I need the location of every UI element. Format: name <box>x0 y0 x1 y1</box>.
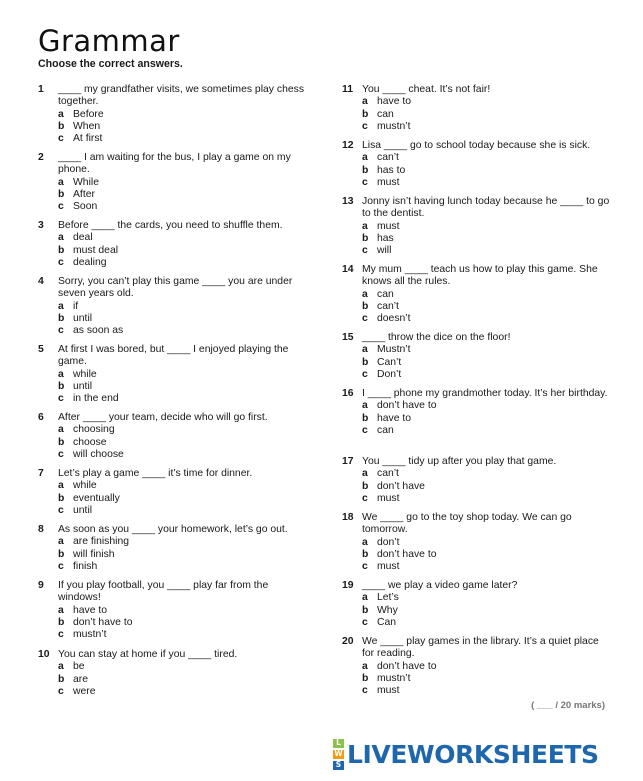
question-number: 17 <box>342 456 354 467</box>
option-text: until <box>73 380 93 392</box>
question <box>340 332 610 381</box>
option-text: mustn’t <box>73 629 107 641</box>
answer-options <box>58 661 306 698</box>
question-text: If you play football, you ____ play far from the windows! <box>58 580 269 604</box>
answer-option[interactable] <box>58 189 306 201</box>
question <box>36 84 306 145</box>
option-text: While <box>73 176 99 188</box>
answer-option[interactable] <box>362 344 610 356</box>
answer-options <box>58 301 306 338</box>
question <box>340 84 610 133</box>
question-text: ____ I am waiting for the bus, I play a game on my phone. <box>58 152 291 176</box>
option-text: can <box>377 108 394 120</box>
option-letter: a <box>58 108 64 120</box>
answer-options <box>362 152 610 189</box>
option-text: are finishing <box>73 536 130 548</box>
answer-option[interactable] <box>58 325 306 337</box>
question <box>36 580 306 641</box>
option-letter: c <box>362 176 368 188</box>
question-text: Jonny isn’t having lunch today because he ____ to go to the dentist. <box>362 196 610 220</box>
option-text: When <box>73 120 101 132</box>
question <box>340 264 610 325</box>
answer-option[interactable] <box>362 400 610 412</box>
option-text: Let’s <box>377 592 399 604</box>
option-text: will <box>377 245 392 257</box>
question-text: ____ we play a video game later? <box>362 580 518 591</box>
option-letter: c <box>362 424 368 436</box>
option-text: don’t <box>377 536 400 548</box>
answer-option[interactable] <box>362 245 610 257</box>
question-text: My mum ____ teach us how to play this game. She knows all the rules. <box>362 264 598 288</box>
answer-option[interactable] <box>362 685 610 697</box>
option-letter: c <box>58 629 64 641</box>
option-text: choosing <box>73 424 115 436</box>
option-letter: b <box>58 673 65 685</box>
answer-options <box>362 221 610 258</box>
option-letter: b <box>58 616 65 628</box>
answer-option[interactable] <box>362 233 610 245</box>
question <box>340 456 610 505</box>
option-text: eventually <box>73 492 120 504</box>
question <box>340 388 610 437</box>
answer-option[interactable] <box>362 369 610 381</box>
question <box>36 276 306 337</box>
answer-option[interactable] <box>58 674 306 686</box>
option-letter: a <box>58 232 64 244</box>
option-text: mustn’t <box>377 672 411 684</box>
option-text: don’t have to <box>377 660 437 672</box>
option-letter: b <box>362 356 369 368</box>
answer-option[interactable] <box>58 121 306 133</box>
logo-mark-square: L <box>333 739 344 748</box>
option-text: must <box>377 685 400 697</box>
question-number: 19 <box>342 580 354 591</box>
question-number: 12 <box>342 140 354 151</box>
option-text: dealing <box>73 256 107 268</box>
option-letter: a <box>362 220 368 232</box>
logo-mark-icon <box>333 739 344 770</box>
answer-option[interactable] <box>362 425 610 437</box>
option-letter: c <box>362 492 368 504</box>
option-text: can’t <box>377 300 399 312</box>
option-letter: b <box>362 232 369 244</box>
answer-option[interactable] <box>362 357 610 369</box>
option-text: while <box>73 368 97 380</box>
option-text: must deal <box>73 244 119 256</box>
option-letter: c <box>362 245 368 257</box>
option-letter: c <box>58 504 64 516</box>
option-letter: b <box>58 380 65 392</box>
answer-option[interactable] <box>58 133 306 145</box>
answer-option[interactable] <box>58 177 306 189</box>
question-number: 11 <box>342 84 353 95</box>
option-text: will finish <box>73 548 115 560</box>
answer-option[interactable] <box>362 605 610 617</box>
answer-option[interactable] <box>58 629 306 641</box>
answer-option[interactable] <box>362 177 610 189</box>
question-number: 13 <box>342 196 354 207</box>
option-letter: c <box>58 256 64 268</box>
answer-option[interactable] <box>58 437 306 449</box>
option-letter: b <box>362 300 369 312</box>
answer-options <box>362 537 610 574</box>
option-letter: c <box>362 120 368 132</box>
answer-option[interactable] <box>362 592 610 604</box>
answer-option[interactable] <box>58 245 306 257</box>
option-letter: c <box>58 448 64 460</box>
option-text: Can’t <box>377 356 402 368</box>
answer-option[interactable] <box>58 561 306 573</box>
question <box>36 412 306 461</box>
option-text: while <box>73 480 97 492</box>
answer-options <box>362 592 610 629</box>
answer-option[interactable] <box>362 468 610 480</box>
question-text: You ____ cheat. It’s not fair! <box>362 84 491 95</box>
question-text: Lisa ____ go to school today because she is sick. <box>362 140 591 151</box>
option-text: has <box>377 232 394 244</box>
answer-options <box>362 96 610 133</box>
option-text: until <box>73 504 93 516</box>
question-text: After ____ your team, decide who will go first. <box>58 412 268 423</box>
answer-option[interactable] <box>58 617 306 629</box>
option-letter: b <box>362 548 369 560</box>
option-text: can’t <box>377 468 399 480</box>
question-text: You ____ tidy up after you play that game. <box>362 456 557 467</box>
question-text: I ____ phone my grandmother today. It’s her birthday. <box>362 388 608 399</box>
question-number: 15 <box>342 332 354 343</box>
logo-text: LIVEWORKSHEETS <box>347 739 599 769</box>
question <box>36 649 306 698</box>
option-text: must <box>377 492 400 504</box>
option-letter: b <box>362 164 369 176</box>
option-letter: a <box>362 152 368 164</box>
option-letter: a <box>58 176 64 188</box>
answer-options <box>58 177 306 214</box>
liveworksheets-logo <box>333 737 631 771</box>
question-number: 20 <box>342 636 354 647</box>
option-text: has to <box>377 164 406 176</box>
option-text: will choose <box>73 448 124 460</box>
option-text: don’t have to <box>73 616 133 628</box>
answer-option[interactable] <box>58 493 306 505</box>
option-letter: c <box>362 561 368 573</box>
option-letter: c <box>58 560 64 572</box>
option-text: must <box>377 220 400 232</box>
answer-options <box>58 109 306 146</box>
option-text: At first <box>73 133 103 145</box>
question-number: 3 <box>38 220 44 231</box>
answer-options <box>362 400 610 437</box>
answer-options <box>58 480 306 517</box>
option-letter: b <box>58 120 65 132</box>
question-number: 6 <box>38 412 44 423</box>
question <box>36 468 306 517</box>
option-text: have to <box>377 412 412 424</box>
answer-options <box>362 468 610 505</box>
option-letter: c <box>362 685 368 697</box>
answer-option[interactable] <box>362 537 610 549</box>
answer-option[interactable] <box>58 201 306 213</box>
option-letter: a <box>362 468 368 480</box>
option-text: were <box>73 685 96 697</box>
option-letter: c <box>362 616 368 628</box>
answer-option[interactable] <box>58 232 306 244</box>
answer-option[interactable] <box>362 413 610 425</box>
answer-option[interactable] <box>58 313 306 325</box>
option-text: have to <box>377 96 412 108</box>
option-letter: c <box>58 685 64 697</box>
question-number: 5 <box>38 344 44 355</box>
option-text: Soon <box>73 201 98 213</box>
answer-option[interactable] <box>362 96 610 108</box>
option-letter: a <box>362 400 368 412</box>
option-text: don’t have to <box>377 400 437 412</box>
option-text: Before <box>73 108 104 120</box>
answer-option[interactable] <box>58 381 306 393</box>
answer-option[interactable] <box>362 493 610 505</box>
option-letter: a <box>362 660 368 672</box>
question-text: As soon as you ____ your homework, let’s go out. <box>58 524 288 535</box>
answer-option[interactable] <box>362 313 610 325</box>
answer-option[interactable] <box>58 424 306 436</box>
instructions: Choose the correct answers. <box>38 58 183 70</box>
option-text: mustn’t <box>377 120 411 132</box>
answer-option[interactable] <box>58 449 306 461</box>
question-text: Before ____ the cards, you need to shuffle them. <box>58 220 283 231</box>
option-text: have to <box>73 604 108 616</box>
option-text: be <box>73 661 85 673</box>
option-letter: c <box>58 201 64 213</box>
answer-option[interactable] <box>362 673 610 685</box>
answer-option[interactable] <box>58 480 306 492</box>
option-text: After <box>73 188 95 200</box>
option-text: until <box>73 312 93 324</box>
option-letter: c <box>362 313 368 325</box>
answer-options <box>58 232 306 269</box>
option-text: Can <box>377 616 397 628</box>
option-text: can <box>377 424 394 436</box>
option-letter: a <box>362 96 368 108</box>
question-text: ____ my grandfather visits, we sometimes play chess together. <box>58 84 305 108</box>
question <box>36 524 306 573</box>
option-text: don’t have to <box>377 548 437 560</box>
answer-option[interactable] <box>58 393 306 405</box>
option-letter: b <box>362 108 369 120</box>
option-letter: a <box>58 480 64 492</box>
option-letter: b <box>362 480 369 492</box>
answer-option[interactable] <box>58 505 306 517</box>
question <box>340 196 610 257</box>
option-text: as soon as <box>73 325 124 337</box>
option-text: can <box>377 288 394 300</box>
option-letter: b <box>58 548 65 560</box>
question-number: 2 <box>38 152 44 163</box>
question-text: ____ throw the dice on the floor! <box>362 332 511 343</box>
answer-option[interactable] <box>58 661 306 673</box>
option-letter: c <box>58 393 64 405</box>
option-letter: a <box>58 424 64 436</box>
option-text: must <box>377 176 400 188</box>
answer-option[interactable] <box>58 536 306 548</box>
answer-option[interactable] <box>58 686 306 698</box>
question-number: 8 <box>38 524 44 535</box>
answer-option[interactable] <box>58 109 306 121</box>
answer-option[interactable] <box>362 165 610 177</box>
question-number: 14 <box>342 264 354 275</box>
answer-option[interactable] <box>58 301 306 313</box>
question-number: 16 <box>342 388 354 399</box>
logo-mark-square: S <box>333 761 344 770</box>
option-text: Don’t <box>377 368 402 380</box>
option-letter: a <box>58 661 64 673</box>
question <box>36 344 306 405</box>
answer-option[interactable] <box>362 481 610 493</box>
answer-options <box>58 424 306 461</box>
option-letter: b <box>58 244 65 256</box>
option-letter: b <box>58 436 65 448</box>
answer-option[interactable] <box>58 257 306 269</box>
answer-option[interactable] <box>362 109 610 121</box>
option-text: choose <box>73 436 107 448</box>
option-letter: b <box>362 412 369 424</box>
marks-total: ( ___ / 20 marks) <box>531 700 605 711</box>
option-letter: a <box>58 604 64 616</box>
answer-option[interactable] <box>58 549 306 561</box>
option-letter: a <box>58 300 64 312</box>
answer-option[interactable] <box>362 152 610 164</box>
option-text: can’t <box>377 152 399 164</box>
answer-options <box>58 605 306 642</box>
option-text: deal <box>73 232 93 244</box>
page-title: Grammar <box>38 24 180 58</box>
answer-options <box>58 536 306 573</box>
option-letter: a <box>58 536 64 548</box>
option-text: Mustn’t <box>377 344 411 356</box>
option-text: in the end <box>73 393 119 405</box>
question <box>36 152 306 213</box>
answer-option[interactable] <box>362 561 610 573</box>
option-letter: a <box>362 288 368 300</box>
option-letter: b <box>58 312 65 324</box>
question-number: 1 <box>38 84 44 95</box>
question-number: 7 <box>38 468 44 479</box>
answer-option[interactable] <box>58 369 306 381</box>
answer-options <box>362 344 610 381</box>
option-text: if <box>73 300 79 312</box>
option-text: are <box>73 673 89 685</box>
question-text: Let’s play a game ____ it’s time for dinner. <box>58 468 253 479</box>
question-text: You can stay at home if you ____ tired. <box>58 649 238 660</box>
option-letter: a <box>362 536 368 548</box>
question-text: We ____ play games in the library. It’s a quiet place for reading. <box>362 636 599 660</box>
option-letter: b <box>362 604 369 616</box>
answer-option[interactable] <box>362 549 610 561</box>
option-text: finish <box>73 560 98 572</box>
answer-option[interactable] <box>362 617 610 629</box>
question-number: 18 <box>342 512 354 523</box>
answer-option[interactable] <box>362 289 610 301</box>
option-letter: b <box>58 188 65 200</box>
option-letter: b <box>362 672 369 684</box>
question-number: 4 <box>38 276 44 287</box>
option-text: must <box>377 561 400 573</box>
answer-options <box>362 661 610 698</box>
answer-option[interactable] <box>362 121 610 133</box>
question <box>340 636 610 697</box>
option-text: don’t have <box>377 480 425 492</box>
option-letter: c <box>362 368 368 380</box>
answer-option[interactable] <box>362 301 610 313</box>
answer-options <box>58 369 306 406</box>
answer-option[interactable] <box>362 661 610 673</box>
question <box>340 140 610 189</box>
question-text: Sorry, you can’t play this game ____ you are under seven years old. <box>58 276 293 300</box>
question <box>36 220 306 269</box>
option-letter: a <box>362 592 368 604</box>
option-text: doesn’t <box>377 313 411 325</box>
answer-option[interactable] <box>58 605 306 617</box>
option-text: Why <box>377 604 398 616</box>
logo-mark-square: W <box>334 749 343 759</box>
question <box>340 512 610 573</box>
option-letter: c <box>58 325 64 337</box>
question-number: 10 <box>38 649 50 660</box>
question-number: 9 <box>38 580 44 591</box>
question-text: At first I was bored, but ____ I enjoyed playing the game. <box>58 344 289 368</box>
option-letter: b <box>58 492 65 504</box>
option-letter: a <box>362 344 368 356</box>
option-letter: c <box>58 133 64 145</box>
question-text: We ____ go to the toy shop today. We can go tomorrow. <box>362 512 572 536</box>
answer-option[interactable] <box>362 221 610 233</box>
option-letter: a <box>58 368 64 380</box>
question <box>340 580 610 629</box>
answer-options <box>362 289 610 326</box>
